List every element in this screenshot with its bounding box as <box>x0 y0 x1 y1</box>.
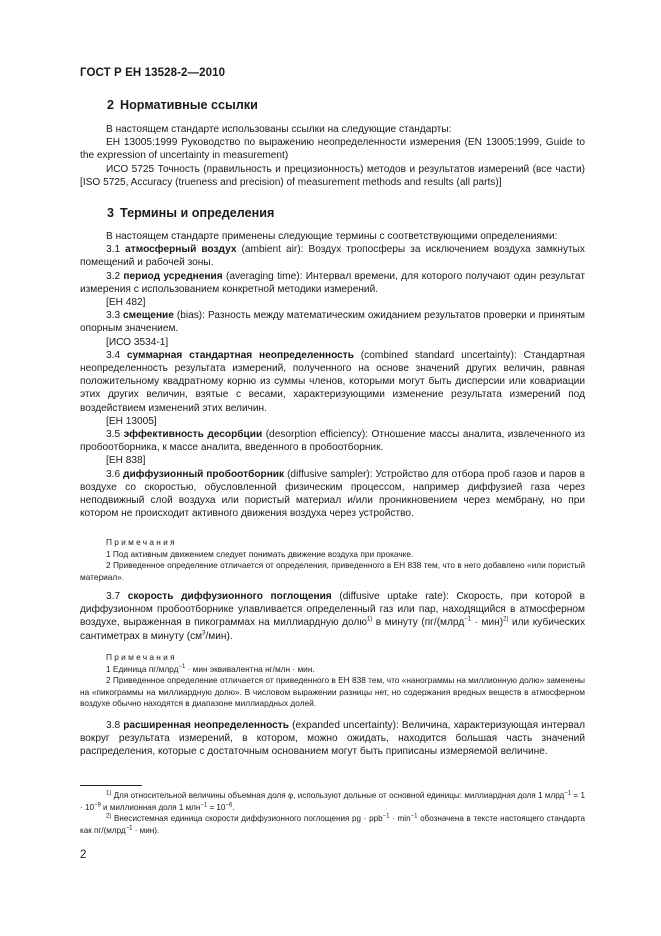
term-3-4: 3.4 суммарная стандартная неопределенность (combined standard uncertainty): Стандартная неопределенность результата измерений, полученного на основе значений других величин, равная положительному квадратному корню из суммы членов, которыми могут быть дисперсии или ковариации этих других величин, взятые с весами, характеризующими изменение результата измерений под воздействием изменений этих величин. <box>80 349 585 414</box>
term-name: период усреднения <box>123 270 223 282</box>
section-2-heading <box>107 98 264 112</box>
term-source: [ЕН 482] <box>106 297 146 309</box>
note-item: 2 Приведенное определение отличается от приведенного в ЕН 838 тем, что «нанограммы на миллионную долю» заменены на «пикограммы на миллиардную долю». В числовом выражении разницы нет, но содержания вредных веществ в атмосферном воздухе обычно находятся в диапазоне миллиардных долей. <box>80 675 585 709</box>
section-3-body <box>80 230 585 520</box>
term-name: суммарная стандартная неопределенность <box>126 349 354 361</box>
paragraph: В настоящем стандарте применены следующие термины с соответствующими определениями: <box>106 231 558 242</box>
section-title: Термины и определения <box>120 206 275 220</box>
note-item: 1 Под активным движением следует понимать движение воздуха при прокачке. <box>106 548 414 559</box>
notes-title: Примечания <box>106 652 177 662</box>
document-header: ГОСТ Р ЕН 13528-2—2010 <box>80 67 226 79</box>
paragraph: В настоящем стандарте использованы ссылки на следующие стандарты: <box>106 124 452 135</box>
note-item: 2 Приведенное определение отличается от определения, приведенного в ЕН 838 тем, что в него добавлено «или пористый материал». <box>80 560 585 582</box>
term-source: [ЕН 838] <box>106 455 146 467</box>
footnote-1: $^{1)}$ Для относительной величины объемная доля φ, используют дольные от основной единицы: миллиардная доля 1 млрд$^{-1}$ = $1 \cdot 10^{-9}$ и миллионная доля 1 $млн^{-1} = 10^{-6}$. <box>80 790 585 812</box>
footnotes <box>80 790 585 837</box>
term-name: скорость диффузионного поглощения <box>127 591 332 602</box>
term-3-5: 3.5 эффективность десорбции (desorption efficiency): Отношение массы аналита, извлеченного из пробоотборника, к массе аналита, введенного в пробоотборник. <box>80 429 585 454</box>
note-item: 1 Единица пг/млрд$^{-1}$ · мин эквивалентна нг/млн · мин. <box>106 663 315 674</box>
section-number: 2 <box>107 98 115 112</box>
section-title: Нормативные ссылки <box>120 98 258 112</box>
term-source: [ЕН 13005] <box>106 415 157 427</box>
notes-title: Примечания <box>106 537 177 547</box>
notes-block-2 <box>80 652 585 710</box>
term-3-7: 3.7 скорость диффузионного поглощения (diffusive uptake rate): Скорость, при которой в диффузионном пробоотборнике улавливается определенный газ или пар, находящийся в атмосферном воздухе, выраженная в пикограммах на миллиардную долю$^{1)}$ в минуту (пг/(млрд$^{-1}$ · мин)$^{2)}$ или кубических сантиметрах в минуту $(см^3/мин)$. <box>80 591 586 642</box>
term-name: расширенная неопределенность <box>123 720 289 731</box>
term-name: атмосферный воздух <box>125 244 237 256</box>
term-3-7-block <box>80 590 585 643</box>
term-name: смещение <box>123 310 174 322</box>
reference-iso5725: ИСО 5725 Точность (правильность и прецизионность) методов и результатов измерений (все части) [ISO 5725, Accuracy (trueness and precision) of measurement methods and results (all parts)] <box>80 163 585 188</box>
term-name: диффузионный пробоотборник <box>123 468 285 480</box>
section-3-heading <box>107 206 280 220</box>
term-3-8-block <box>80 719 585 759</box>
term-name: эффективность десорбции <box>123 429 263 441</box>
footnote-separator <box>80 785 142 786</box>
section-2-body <box>80 123 585 189</box>
term-3-6: 3.6 диффузионный пробоотборник (diffusive sampler): Устройство для отбора проб газов и паров в воздухе со скоростью, обусловленной физическим процессом, например диффузией газа через неподвижный слой воздуха или пористый материал и/или проникновением через мембрану, но при котором не происходит активного движения воздуха через устройство. <box>80 468 585 520</box>
page-number: 2 <box>80 849 87 861</box>
term-source: [ИСО 3534-1] <box>106 336 169 348</box>
term-3-2: 3.2 период усреднения (averaging time): Интервал времени, для которого получают один результат измерения с использованием конкретной методики измерений. <box>80 270 585 295</box>
notes-block-1 <box>80 537 585 583</box>
term-3-1: 3.1 атмосферный воздух (ambient air): Воздух тропосферы за исключением воздуха замкнутых помещений и рабочей зоны. <box>80 244 585 269</box>
footnote-2: $^{2)}$ Внесистемная единица скорости диффузионного поглощения pg · $ppb^{-1} \cdot \min^{-1}$ обозначена в тексте настоящего стандарта как пг/(млрд$^{-1}$ · мин). <box>80 813 586 836</box>
reference-en13005: ЕН 13005:1999 Руководство по выражению неопределенности измерения (EN 13005:1999, Guide to the expression of uncertainty in measurement) <box>80 137 585 162</box>
term-3-3: 3.3 смещение (bias): Разность между математическим ожиданием результатов проверки и принятым опорным значением. <box>80 310 585 335</box>
section-number: 3 <box>107 206 115 220</box>
term-3-8: 3.8 расширенная неопределенность (expanded uncertainty): Величина, характеризующая интервал вокруг результата измерений, в котором, можно ожидать, находится большая часть значений распределения, которые с достаточным основанием могут быть приписаны измеряемой величине. <box>80 720 585 758</box>
